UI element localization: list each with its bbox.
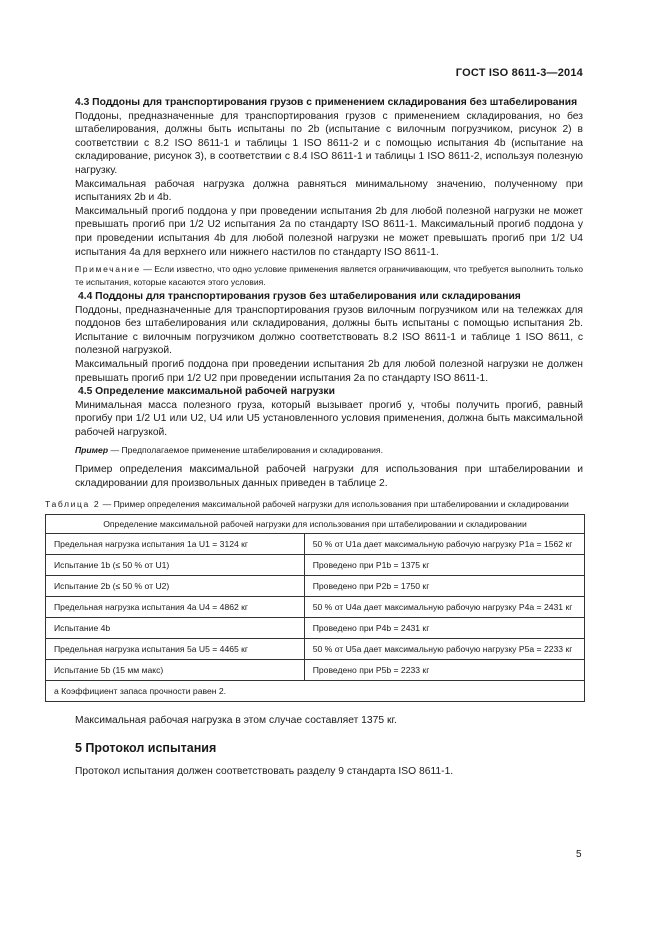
table-cell-right: Проведено при P1b = 1375 кг (304, 555, 584, 576)
section-5-heading: 5 Протокол испытания (75, 740, 217, 755)
example-text: — Предполагаемое применение штабелирования и складирования. (108, 445, 383, 456)
table-cell-left: Испытание 1b (≤ 50 % от U1) (46, 555, 305, 576)
section-4-4-paragraph-1: Поддоны, предназначенные для транспортирования грузов вилочным погрузчиком или на тележках для поддонов без штабелирования или складирования, должны быть испытаны с помощью испытания 2b. Испытание с вилочным погрузчиком должно соответствовать 8.2 ISO 8611-1 и таблице 1 ISO 8611, с полезной нагрузкой. (75, 304, 583, 357)
note (75, 263, 583, 288)
section-4-5-paragraph-1: Минимальная масса полезного груза, который вызывает прогиб y, чтобы получить прогиб, равный прогибу при 1/2 U1 или U2, U4 или U5 установленного условия применения, должна быть максимальной рабочей нагрузкой. (75, 399, 583, 438)
section-4-4-paragraph-2: Максимальный прогиб поддона при проведении испытания 2b для любой полезной нагрузки не должен превышать прогиб при 1/2 U2 при проведении испытания 2a по стандарту ISO 8611-1. (75, 358, 583, 384)
table-cell-left: Испытание 2b (≤ 50 % от U2) (46, 576, 305, 597)
main-content (45, 96, 583, 779)
note-label: Примечание (75, 264, 141, 275)
table-cell-right: Проведено при P4b = 2431 кг (304, 618, 584, 639)
table-2 (45, 514, 585, 702)
standard-code-header: ГОСТ ISO 8611-3—2014 (455, 67, 583, 79)
table-cell-left: Испытание 5b (15 мм макс) (46, 660, 305, 681)
section-4-3-paragraph-1: Поддоны, предназначенные для транспортирования грузов с применением складирования, но без штабелирования, должны быть испытаны по 2b (испытание с вилочным погрузчиком, рисунок 2) в соответствии с 8.2 ISO 8611-1 и таблицы 1 ISO 8611-2 и с помощью испытания 4b (испытание на складирование, рисунок 3), в соответствии с 8.4 ISO 8611-1 и таблицы 1 ISO 8611-2, используя полезную нагрузку. (75, 110, 583, 176)
table-row (46, 555, 585, 576)
table-cell-right: 50 % от U5a дает максимальную рабочую нагрузку P5a = 2233 кг (304, 639, 584, 660)
page-number: 5 (576, 849, 582, 860)
section-5-paragraph: Протокол испытания должен соответствовать разделу 9 стандарта ISO 8611-1. (75, 766, 454, 778)
table-cell-left: Предельная нагрузка испытания 5a U5 = 4465 кг (46, 639, 305, 660)
table-row (46, 639, 585, 660)
section-4-3-paragraph-3: Максимальный прогиб поддона y при проведении испытания 2b для любой полезной нагрузки не может превышать прогиб при 1/2 U2 испытания 2a по стандарту ISO 8611-1. Максимальный прогиб поддона y при проведении испытания 4b для любой полезной нагрузки не может превышать прогиб при 1/2 U4 испытания 4a для верхнего или нижнего настилов по стандарту ISO 8611-1. (75, 205, 583, 258)
table-header-cell: Определение максимальной рабочей нагрузки для использования при штабелировании и складировании (46, 515, 585, 534)
table-caption (45, 498, 585, 510)
table-row (46, 597, 585, 618)
table-header-row (46, 515, 585, 534)
section-4-5-heading: 4.5 Определение максимальной рабочей нагрузки (78, 386, 335, 398)
section-4-4-heading: 4.4 Поддоны для транспортирования грузов без штабелирования или складирования (78, 290, 521, 302)
section-4-5-paragraph-2: Пример определения максимальной рабочей нагрузки для использования при штабелировании и складировании для произвольных данных приведен в таблице 2. (75, 464, 583, 489)
table-cell-left: Испытание 4b (46, 618, 305, 639)
table-caption-text: — Пример определения максимальной рабочей нагрузки для использования при штабелировании и складировании (100, 499, 569, 510)
table-cell-right: Проведено при P5b = 2233 кг (304, 660, 584, 681)
table-caption-label: Таблица 2 (45, 499, 101, 510)
table-row (46, 534, 585, 555)
note-text: — Если известно, что одно условие применения является ограничивающим, что требуется выполнить только те испытания, которые касаются этого условия. (75, 264, 583, 287)
section-4-3-paragraph-2: Максимальная рабочая нагрузка должна равняться минимальному значению, полученному при испытаниях 2b и 4b. (75, 178, 583, 204)
table-footnote-row (46, 681, 585, 702)
section-4-3-heading: 4.3 Поддоны для транспортирования грузов с применением складирования без штабелирования (75, 97, 578, 108)
example (75, 444, 583, 458)
table-cell-left: Предельная нагрузка испытания 4a U4 = 4862 кг (46, 597, 305, 618)
table-row (46, 576, 585, 597)
table-row (46, 618, 585, 639)
table-footnote: a Коэффициент запаса прочности равен 2. (46, 681, 585, 702)
max-load-statement: Максимальная рабочая нагрузка в этом случае составляет 1375 кг. (75, 715, 397, 727)
example-label: Пример (75, 445, 109, 456)
table-cell-right: 50 % от U1a дает максимальную рабочую нагрузку P1a = 1562 кг (304, 534, 584, 555)
table-row (46, 660, 585, 681)
table-cell-left: Предельная нагрузка испытания 1a U1 = 3124 кг (46, 534, 305, 555)
table-cell-right: 50 % от U4a дает максимальную рабочую нагрузку P4a = 2431 кг (304, 597, 584, 618)
table-cell-right: Проведено при P2b = 1750 кг (304, 576, 584, 597)
